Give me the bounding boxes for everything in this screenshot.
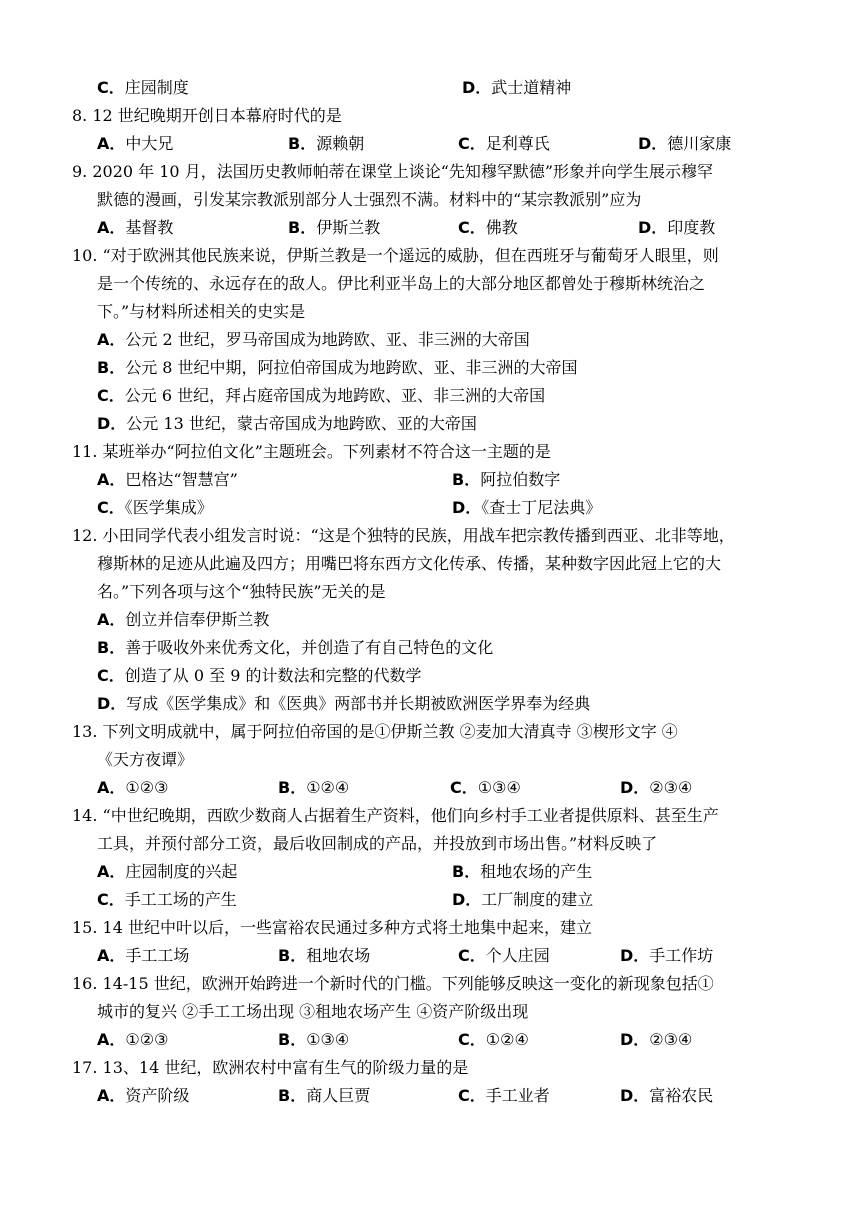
q16-stem-line-1: 16. 14-15 世纪，欧洲开始跨进一个新时代的门槛。下列能够反映这一变化的新现象包括① [72, 974, 714, 993]
q7-option-d: D．武士道精神 [462, 78, 572, 97]
q11-option-a: A．巴格达“智慧宫” [97, 470, 238, 489]
q9-stem-line-1: 9. 2020 年 10 月，法国历史教师帕蒂在课堂上谈论“先知穆罕默德”形象并向学生展示穆罕 [72, 162, 714, 181]
q16-option-a: A．①②③ [97, 1030, 169, 1049]
q13-option-a: A．①②③ [97, 778, 169, 797]
q16-stem-line-2: 城市的复兴 ②手工工场出现 ③租地农场产生 ④资产阶级出现 [97, 1002, 529, 1021]
q9-option-d: D．印度教 [638, 218, 716, 237]
q8-option-c: C．足利尊氏 [458, 134, 550, 153]
q11-option-d: D．《查士丁尼法典》 [452, 498, 602, 517]
q17-option-a: A．资产阶级 [97, 1086, 190, 1105]
q12-stem-line-2: 穆斯林的足迹从此遍及四方；用嘴巴将东西方文化传承、传播，某种数字因此冠上它的大 [97, 554, 722, 573]
q17-option-c: C．手工业者 [458, 1086, 550, 1105]
q12-option-b: B．善于吸收外来优秀文化，并创造了有自己特色的文化 [97, 638, 494, 657]
q10-stem-line-1: 10. “对于欧洲其他民族来说，伊斯兰教是一个遥远的威胁，但在西班牙与葡萄牙人眼里，则 [72, 246, 719, 265]
q10-option-a: A．公元 2 世纪，罗马帝国成为地跨欧、亚、非三洲的大帝国 [97, 330, 530, 349]
q14-option-c: C．手工工场的产生 [97, 890, 237, 909]
q8-option-a: A．中大兄 [97, 134, 174, 153]
q13-option-d: D．②③④ [620, 778, 693, 797]
q14-option-d: D．工厂制度的建立 [452, 890, 594, 909]
q14-option-b: B．租地农场的产生 [452, 862, 593, 881]
q12-option-c: C．创造了从 0 至 9 的计数法和完整的代数学 [97, 666, 422, 685]
q15-option-d: D．手工作坊 [620, 946, 714, 965]
q9-option-a: A．基督教 [97, 218, 174, 237]
q15-option-b: B．租地农场 [278, 946, 371, 965]
q16-option-c: C．①②④ [458, 1030, 529, 1049]
q14-stem-line-1: 14. “中世纪晚期，西欧少数商人占据着生产资料，他们向乡村手工业者提供原料、甚至生产 [72, 806, 719, 825]
q11-option-b: B．阿拉伯数字 [452, 470, 561, 489]
q8-stem: 8. 12 世纪晚期开创日本幕府时代的是 [72, 106, 342, 125]
q10-option-c: C．公元 6 世纪，拜占庭帝国成为地跨欧、亚、非三洲的大帝国 [97, 386, 546, 405]
q8-option-d: D．德川家康 [638, 134, 732, 153]
q10-stem-line-3: 下。”与材料所述相关的史实是 [97, 302, 306, 321]
q8-option-b: B．源赖朝 [288, 134, 365, 153]
q9-stem-line-2: 默德的漫画，引发某宗教派别部分人士强烈不满。材料中的“某宗教派别”应为 [97, 190, 642, 209]
q15-option-c: C．个人庄园 [458, 946, 550, 965]
q10-stem-line-2: 是一个传统的、永远存在的敌人。伊比利亚半岛上的大部分地区都曾处于穆斯林统治之 [97, 274, 706, 293]
q10-option-d: D．公元 13 世纪，蒙古帝国成为地跨欧、亚的大帝国 [97, 414, 477, 433]
q10-option-b: B．公元 8 世纪中期，阿拉伯帝国成为地跨欧、亚、非三洲的大帝国 [97, 358, 578, 377]
q13-stem-line-2: 《天方夜谭》 [97, 750, 194, 769]
q15-stem: 15. 14 世纪中叶以后，一些富裕农民通过多种方式将土地集中起来，建立 [72, 918, 592, 937]
q15-option-a: A．手工工场 [97, 946, 190, 965]
q13-option-b: B．①②④ [278, 778, 350, 797]
q11-stem: 11. 某班举办“阿拉伯文化”主题班会。下列素材不符合这一主题的是 [72, 442, 551, 461]
q13-stem-line-1: 13. 下列文明成就中，属于阿拉伯帝国的是①伊斯兰教 ②麦加大清真寺 ③楔形文字 ④ [72, 722, 678, 741]
q12-option-d: D．写成《医学集成》和《医典》两部书并长期被欧洲医学界奉为经典 [97, 694, 591, 713]
q12-option-a: A．创立并信奉伊斯兰教 [97, 610, 270, 629]
q16-option-d: D．②③④ [620, 1030, 693, 1049]
q17-option-d: D．富裕农民 [620, 1086, 714, 1105]
q12-stem-line-3: 名。”下列各项与这个“独特民族”无关的是 [97, 582, 386, 601]
q14-stem-line-2: 工具，并预付部分工资，最后收回制成的产品，并投放到市场出售。”材料反映了 [97, 834, 658, 853]
q14-option-a: A．庄园制度的兴起 [97, 862, 238, 881]
q16-option-b: B．①③④ [278, 1030, 350, 1049]
q13-option-c: C．①③④ [450, 778, 521, 797]
q9-option-c: C．佛教 [458, 218, 518, 237]
q17-stem: 17. 13、14 世纪，欧洲农村中富有生气的阶级力量的是 [72, 1058, 469, 1077]
q12-stem-line-1: 12. 小田同学代表小组发言时说：“这是个独特的民族，用战车把宗教传播到西亚、北非等地， [72, 526, 735, 545]
q9-option-b: B．伊斯兰教 [288, 218, 381, 237]
q17-option-b: B．商人巨贾 [278, 1086, 371, 1105]
q7-option-c: C．庄园制度 [97, 78, 189, 97]
q11-option-c: C．《医学集成》 [97, 498, 213, 517]
